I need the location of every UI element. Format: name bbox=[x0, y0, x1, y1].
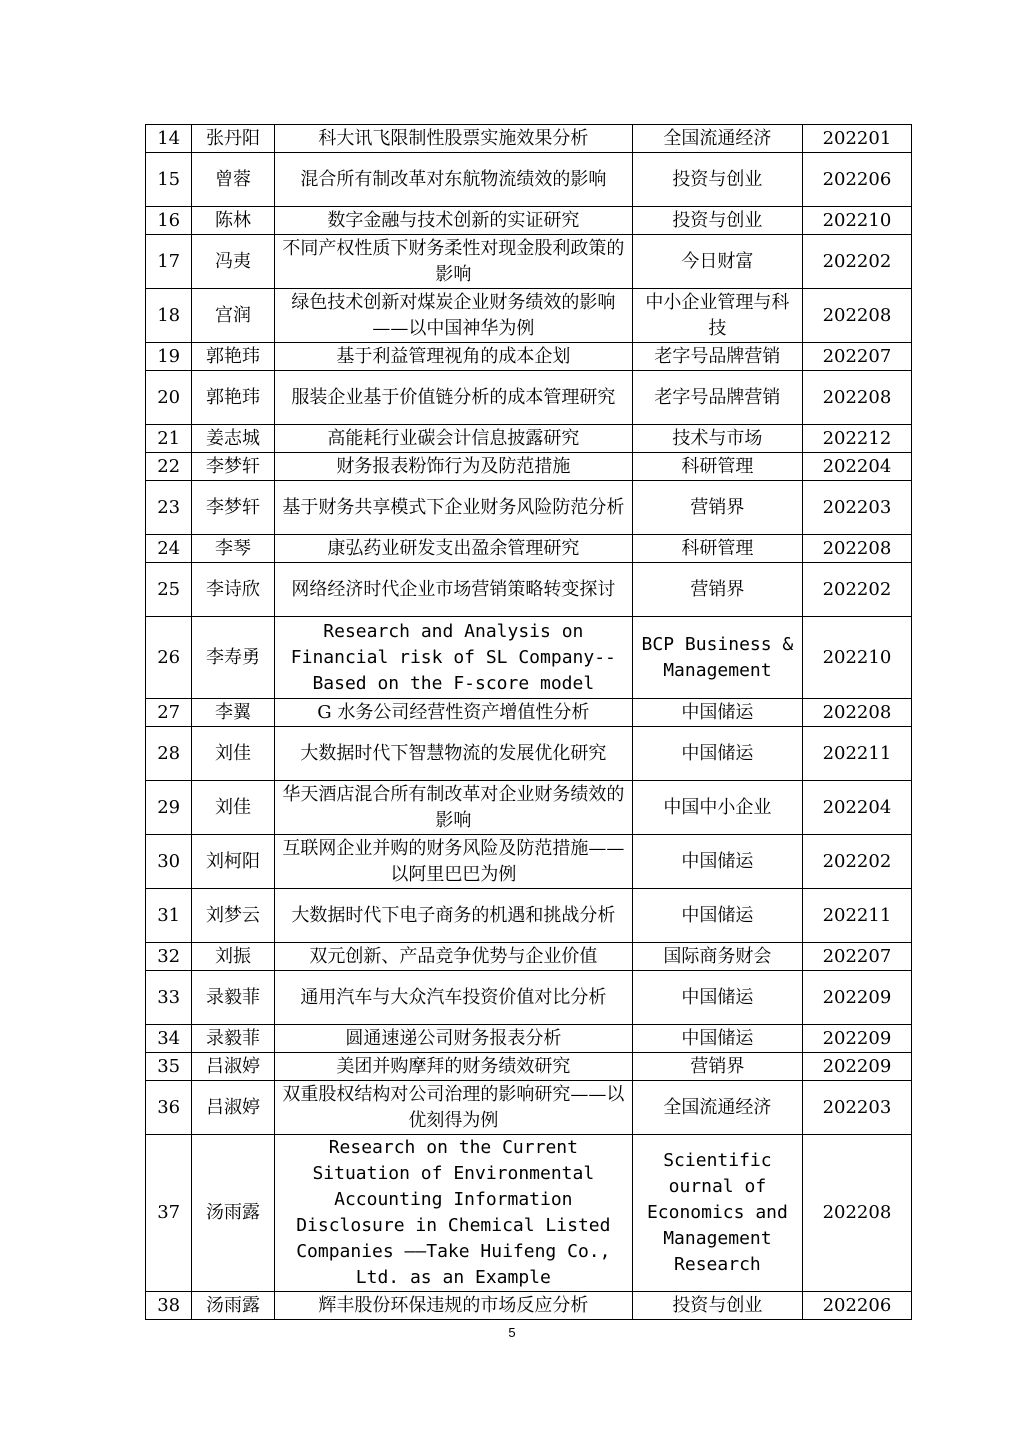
paper-title: 网络经济时代企业市场营销策略转变探讨 bbox=[274, 563, 632, 617]
author-name: 李梦轩 bbox=[192, 453, 274, 481]
table-row bbox=[146, 971, 912, 1025]
journal-name: 中国储运 bbox=[632, 889, 802, 943]
row-number: 26 bbox=[146, 617, 192, 699]
journal-name: 中国储运 bbox=[632, 971, 802, 1025]
paper-title: 绿色技术创新对煤炭企业财务绩效的影响——以中国神华为例 bbox=[274, 289, 632, 343]
journal-name: 技术与市场 bbox=[632, 425, 802, 453]
publish-date: 202211 bbox=[802, 889, 911, 943]
row-number: 28 bbox=[146, 727, 192, 781]
journal-name: 科研管理 bbox=[632, 453, 802, 481]
publish-date: 202203 bbox=[802, 481, 911, 535]
author-name: 刘佳 bbox=[192, 727, 274, 781]
table-row bbox=[146, 371, 912, 425]
author-name: 刘振 bbox=[192, 943, 274, 971]
publish-date: 202210 bbox=[802, 207, 911, 235]
paper-title: 基于财务共享模式下企业财务风险防范分析 bbox=[274, 481, 632, 535]
journal-name: 科研管理 bbox=[632, 535, 802, 563]
table-row bbox=[146, 1081, 912, 1135]
row-number: 27 bbox=[146, 699, 192, 727]
table-row bbox=[146, 535, 912, 563]
journal-name: 营销界 bbox=[632, 563, 802, 617]
journal-name: 中小企业管理与科技 bbox=[632, 289, 802, 343]
table-row bbox=[146, 563, 912, 617]
journal-name: 投资与创业 bbox=[632, 1292, 802, 1320]
journal-name: 中国中小企业 bbox=[632, 781, 802, 835]
paper-title: 康弘药业研发支出盈余管理研究 bbox=[274, 535, 632, 563]
row-number: 33 bbox=[146, 971, 192, 1025]
row-number: 17 bbox=[146, 235, 192, 289]
publish-date: 202204 bbox=[802, 781, 911, 835]
table-row bbox=[146, 835, 912, 889]
row-number: 36 bbox=[146, 1081, 192, 1135]
author-name: 吕淑婷 bbox=[192, 1081, 274, 1135]
publish-date: 202207 bbox=[802, 343, 911, 371]
journal-name: 国际商务财会 bbox=[632, 943, 802, 971]
journal-name: 中国储运 bbox=[632, 699, 802, 727]
row-number: 16 bbox=[146, 207, 192, 235]
paper-title: 大数据时代下智慧物流的发展优化研究 bbox=[274, 727, 632, 781]
publish-date: 202202 bbox=[802, 235, 911, 289]
row-number: 37 bbox=[146, 1135, 192, 1292]
paper-title: 混合所有制改革对东航物流绩效的影响 bbox=[274, 153, 632, 207]
author-name: 姜志城 bbox=[192, 425, 274, 453]
publish-date: 202202 bbox=[802, 835, 911, 889]
journal-name: 营销界 bbox=[632, 1053, 802, 1081]
author-name: 郭艳玮 bbox=[192, 343, 274, 371]
journal-name: 中国储运 bbox=[632, 727, 802, 781]
row-number: 23 bbox=[146, 481, 192, 535]
author-name: 李琴 bbox=[192, 535, 274, 563]
author-name: 曾蓉 bbox=[192, 153, 274, 207]
paper-title: 数字金融与技术创新的实证研究 bbox=[274, 207, 632, 235]
author-name: 陈林 bbox=[192, 207, 274, 235]
paper-title: Research and Analysis on Financial risk of SL Company--Based on the F-score model bbox=[274, 617, 632, 699]
author-name: 录毅菲 bbox=[192, 971, 274, 1025]
journal-name: 营销界 bbox=[632, 481, 802, 535]
publish-date: 202208 bbox=[802, 699, 911, 727]
table-row bbox=[146, 943, 912, 971]
author-name: 张丹阳 bbox=[192, 125, 274, 153]
publish-date: 202207 bbox=[802, 943, 911, 971]
table-row bbox=[146, 617, 912, 699]
table-row bbox=[146, 425, 912, 453]
author-name: 冯夷 bbox=[192, 235, 274, 289]
author-name: 刘佳 bbox=[192, 781, 274, 835]
row-number: 18 bbox=[146, 289, 192, 343]
row-number: 24 bbox=[146, 535, 192, 563]
row-number: 29 bbox=[146, 781, 192, 835]
author-name: 录毅菲 bbox=[192, 1025, 274, 1053]
author-name: 刘柯阳 bbox=[192, 835, 274, 889]
row-number: 19 bbox=[146, 343, 192, 371]
paper-title: G 水务公司经营性资产增值性分析 bbox=[274, 699, 632, 727]
publish-date: 202210 bbox=[802, 617, 911, 699]
table-row bbox=[146, 1053, 912, 1081]
table-row bbox=[146, 207, 912, 235]
table-row bbox=[146, 1292, 912, 1320]
journal-name: 全国流通经济 bbox=[632, 1081, 802, 1135]
table-row bbox=[146, 1135, 912, 1292]
journal-name: 中国储运 bbox=[632, 1025, 802, 1053]
table-row bbox=[146, 781, 912, 835]
author-name: 李翼 bbox=[192, 699, 274, 727]
table-row bbox=[146, 343, 912, 371]
author-name: 李寿勇 bbox=[192, 617, 274, 699]
journal-name: 中国储运 bbox=[632, 835, 802, 889]
table-row bbox=[146, 125, 912, 153]
publish-date: 202206 bbox=[802, 153, 911, 207]
journal-name: 今日财富 bbox=[632, 235, 802, 289]
row-number: 22 bbox=[146, 453, 192, 481]
journal-name: 老字号品牌营销 bbox=[632, 343, 802, 371]
row-number: 21 bbox=[146, 425, 192, 453]
row-number: 35 bbox=[146, 1053, 192, 1081]
author-name: 郭艳玮 bbox=[192, 371, 274, 425]
paper-title: 双重股权结构对公司治理的影响研究——以优刻得为例 bbox=[274, 1081, 632, 1135]
paper-title: 科大讯飞限制性股票实施效果分析 bbox=[274, 125, 632, 153]
paper-title: 美团并购摩拜的财务绩效研究 bbox=[274, 1053, 632, 1081]
paper-title: 互联网企业并购的财务风险及防范措施——以阿里巴巴为例 bbox=[274, 835, 632, 889]
publish-date: 202204 bbox=[802, 453, 911, 481]
publish-date: 202211 bbox=[802, 727, 911, 781]
paper-title: 高能耗行业碳会计信息披露研究 bbox=[274, 425, 632, 453]
row-number: 15 bbox=[146, 153, 192, 207]
paper-title: 财务报表粉饰行为及防范措施 bbox=[274, 453, 632, 481]
row-number: 20 bbox=[146, 371, 192, 425]
paper-title: 服装企业基于价值链分析的成本管理研究 bbox=[274, 371, 632, 425]
publish-date: 202208 bbox=[802, 1135, 911, 1292]
table-row bbox=[146, 889, 912, 943]
journal-name: 老字号品牌营销 bbox=[632, 371, 802, 425]
journal-name: Scientific ournal of Economics and Management Research bbox=[632, 1135, 802, 1292]
row-number: 38 bbox=[146, 1292, 192, 1320]
paper-title: 辉丰股份环保违规的市场反应分析 bbox=[274, 1292, 632, 1320]
author-name: 汤雨露 bbox=[192, 1292, 274, 1320]
publish-date: 202209 bbox=[802, 1025, 911, 1053]
paper-title: 双元创新、产品竞争优势与企业价值 bbox=[274, 943, 632, 971]
journal-name: 投资与创业 bbox=[632, 207, 802, 235]
row-number: 32 bbox=[146, 943, 192, 971]
row-number: 25 bbox=[146, 563, 192, 617]
author-name: 吕淑婷 bbox=[192, 1053, 274, 1081]
table-row bbox=[146, 153, 912, 207]
paper-title: 通用汽车与大众汽车投资价值对比分析 bbox=[274, 971, 632, 1025]
paper-title: Research on the Current Situation of Environmental Accounting Information Disclosure in Chemical Listed Companies ——Take Huifeng Co., Ltd. as an Example bbox=[274, 1135, 632, 1292]
author-name: 李梦轩 bbox=[192, 481, 274, 535]
publish-date: 202208 bbox=[802, 289, 911, 343]
publish-date: 202209 bbox=[802, 971, 911, 1025]
publish-date: 202209 bbox=[802, 1053, 911, 1081]
author-name: 汤雨露 bbox=[192, 1135, 274, 1292]
row-number: 31 bbox=[146, 889, 192, 943]
author-name: 宫润 bbox=[192, 289, 274, 343]
publish-date: 202208 bbox=[802, 371, 911, 425]
author-name: 李诗欣 bbox=[192, 563, 274, 617]
journal-name: BCP Business & Management bbox=[632, 617, 802, 699]
author-name: 刘梦云 bbox=[192, 889, 274, 943]
table-row bbox=[146, 289, 912, 343]
paper-title: 圆通速递公司财务报表分析 bbox=[274, 1025, 632, 1053]
paper-title: 不同产权性质下财务柔性对现金股利政策的影响 bbox=[274, 235, 632, 289]
table-row bbox=[146, 481, 912, 535]
publish-date: 202212 bbox=[802, 425, 911, 453]
paper-title: 基于利益管理视角的成本企划 bbox=[274, 343, 632, 371]
table-row bbox=[146, 453, 912, 481]
publish-date: 202201 bbox=[802, 125, 911, 153]
journal-name: 投资与创业 bbox=[632, 153, 802, 207]
papers-table bbox=[145, 124, 912, 1320]
publish-date: 202206 bbox=[802, 1292, 911, 1320]
paper-title: 华天酒店混合所有制改革对企业财务绩效的影响 bbox=[274, 781, 632, 835]
row-number: 30 bbox=[146, 835, 192, 889]
journal-name: 全国流通经济 bbox=[632, 125, 802, 153]
page-number: 5 bbox=[508, 1325, 516, 1340]
row-number: 34 bbox=[146, 1025, 192, 1053]
table-row bbox=[146, 727, 912, 781]
table-row bbox=[146, 1025, 912, 1053]
publish-date: 202202 bbox=[802, 563, 911, 617]
paper-title: 大数据时代下电子商务的机遇和挑战分析 bbox=[274, 889, 632, 943]
publish-date: 202203 bbox=[802, 1081, 911, 1135]
table-row bbox=[146, 699, 912, 727]
papers-table-body bbox=[146, 125, 912, 1320]
publish-date: 202208 bbox=[802, 535, 911, 563]
row-number: 14 bbox=[146, 125, 192, 153]
table-row bbox=[146, 235, 912, 289]
